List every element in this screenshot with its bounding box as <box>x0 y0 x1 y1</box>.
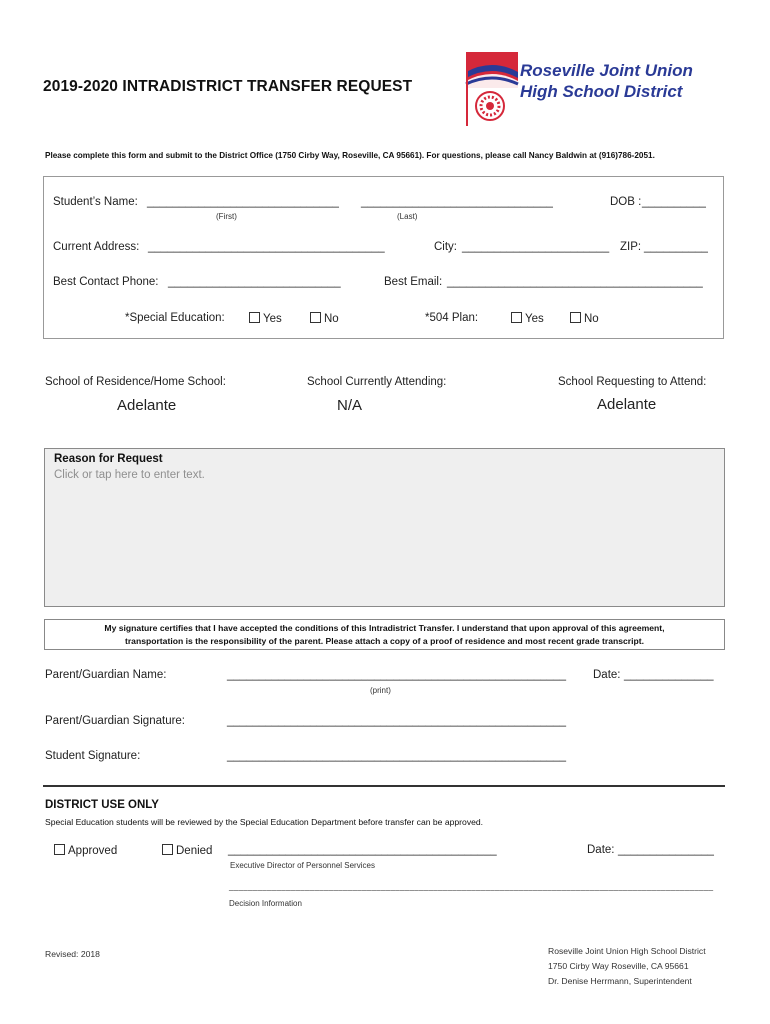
checkbox-icon[interactable] <box>54 844 65 855</box>
form-instructions: Please complete this form and submit to the District Office (1750 Cirby Way, Roseville, CA 95661). For questions, please call Nancy Baldwin at (916)786-2051. <box>45 151 655 160</box>
parent-signature-label: Parent/Guardian Signature: <box>45 715 186 727</box>
student-signature-label: Student Signature: <box>45 750 141 762</box>
district-logo <box>462 48 522 130</box>
requesting-school-value[interactable]: Adelante <box>597 396 657 413</box>
zip-field[interactable]: __________ <box>644 241 708 253</box>
dob-label: DOB : <box>610 196 642 208</box>
reason-heading: Reason for Request <box>54 453 163 465</box>
address-label: Current Address: <box>53 241 140 253</box>
denied-label: Denied <box>176 845 213 857</box>
student-name-label: Student’s Name: <box>53 196 138 208</box>
district-use-note: Special Education students will be reviewed by the Special Education Department before transfer can be approved. <box>45 817 484 827</box>
certification-statement <box>44 619 725 650</box>
form-title: 2019-2020 INTRADISTRICT TRANSFER REQUEST <box>43 78 413 95</box>
student-signature-field[interactable]: _____________________________________________________ <box>227 750 566 762</box>
approved-label: Approved <box>68 845 118 857</box>
certification-line2: transportation is the responsibility of the parent. Please attach a copy of a proof of residence and most recent grade transcript. <box>124 636 645 646</box>
phone-label: Best Contact Phone: <box>53 276 159 288</box>
district-name <box>520 60 693 102</box>
checkbox-icon[interactable] <box>570 312 581 323</box>
parent-date-label: Date: <box>593 669 621 681</box>
plan-yes-option[interactable] <box>511 312 544 325</box>
current-school-value[interactable]: N/A <box>337 397 363 414</box>
dob-field[interactable]: __________ <box>642 196 706 208</box>
plan-no-option[interactable] <box>570 312 599 325</box>
first-caption: (First) <box>216 212 237 221</box>
checkbox-icon[interactable] <box>249 312 260 323</box>
phone-field[interactable]: ___________________________ <box>168 276 341 288</box>
parent-date-field[interactable]: ______________ <box>624 669 714 681</box>
footer-address-line2: 1750 Cirby Way Roseville, CA 95661 <box>548 961 689 971</box>
zip-label: ZIP: <box>620 241 642 253</box>
sped-no-label: No <box>324 313 339 325</box>
footer-address-line3: Dr. Denise Herrmann, Superintendent <box>548 976 692 986</box>
504-plan-label: *504 Plan: <box>425 312 479 324</box>
revised-date: Revised: 2018 <box>45 949 100 959</box>
district-name-line2: High School District <box>520 82 683 101</box>
approved-option[interactable] <box>54 844 117 857</box>
district-name-line1: Roseville Joint Union <box>520 61 693 80</box>
city-field[interactable]: _______________________ <box>462 241 610 253</box>
print-caption: (print) <box>370 686 391 695</box>
residence-school-label: School of Residence/Home School: <box>45 376 226 388</box>
checkbox-icon[interactable] <box>310 312 321 323</box>
district-date-field[interactable]: _______________ <box>618 844 714 856</box>
current-school-label: School Currently Attending: <box>307 376 447 388</box>
reason-placeholder[interactable]: Click or tap here to enter text. <box>54 469 205 481</box>
residence-school-value[interactable]: Adelante <box>117 397 177 414</box>
denied-option[interactable] <box>162 844 212 857</box>
parent-name-label: Parent/Guardian Name: <box>45 669 167 681</box>
exec-director-caption: Executive Director of Personnel Services <box>230 861 375 870</box>
requesting-school-label: School Requesting to Attend: <box>558 376 707 388</box>
checkbox-icon[interactable] <box>162 844 173 855</box>
exec-director-signature-field[interactable]: __________________________________________ <box>228 844 497 856</box>
district-date-label: Date: <box>587 844 615 856</box>
city-label: City: <box>434 241 457 253</box>
special-education-label: *Special Education: <box>125 312 225 324</box>
parent-name-field[interactable]: _____________________________________________________ <box>227 669 566 681</box>
email-label: Best Email: <box>384 276 443 288</box>
student-info-section <box>43 176 724 339</box>
parent-signature-field[interactable]: _____________________________________________________ <box>227 715 566 727</box>
student-first-name-field[interactable]: ______________________________ <box>147 196 339 208</box>
address-field[interactable]: _____________________________________ <box>148 241 385 253</box>
section-divider <box>43 785 725 787</box>
district-use-heading: DISTRICT USE ONLY <box>45 799 159 811</box>
decision-information-caption: Decision Information <box>229 899 302 908</box>
email-field[interactable]: ________________________________________ <box>447 276 703 288</box>
footer-address <box>548 944 706 989</box>
plan-yes-label: Yes <box>525 313 544 325</box>
sped-yes-option[interactable] <box>249 312 282 325</box>
reason-for-request-field[interactable] <box>44 448 725 607</box>
last-caption: (Last) <box>397 212 418 221</box>
student-last-name-field[interactable]: ______________________________ <box>361 196 553 208</box>
certification-line1: My signature certifies that I have accepted the conditions of this Intradistrict Transfer. I understand that upon approval of this agreement, <box>104 623 665 633</box>
plan-no-label: No <box>584 313 599 325</box>
decision-information-field[interactable]: ______________________________________________________________________________________________________ <box>229 882 714 891</box>
checkbox-icon[interactable] <box>511 312 522 323</box>
sped-no-option[interactable] <box>310 312 339 325</box>
sped-yes-label: Yes <box>263 313 282 325</box>
footer-address-line1: Roseville Joint Union High School District <box>548 946 706 956</box>
